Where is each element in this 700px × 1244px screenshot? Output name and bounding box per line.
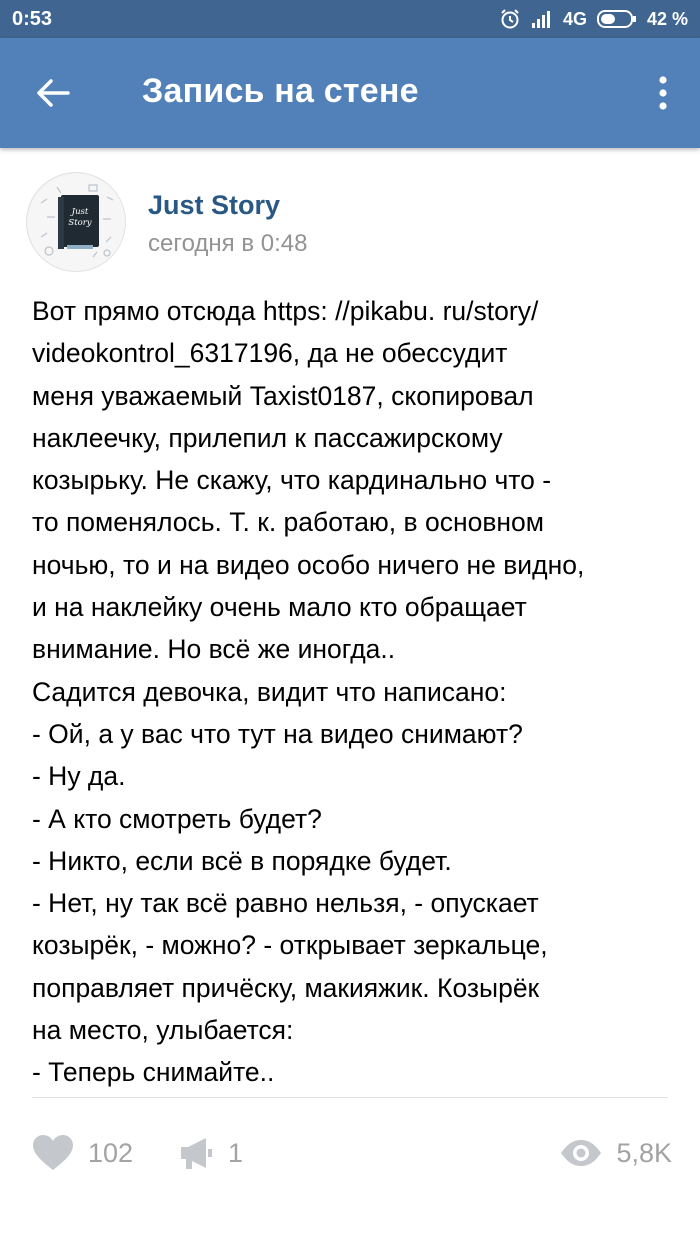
eye-icon: [560, 1139, 602, 1167]
view-count: 5,8K: [616, 1137, 672, 1168]
share-button[interactable]: [178, 1125, 243, 1181]
arrow-left-icon: [35, 78, 71, 108]
back-button[interactable]: [28, 68, 78, 118]
author-name[interactable]: Just Story: [148, 190, 281, 220]
post-text: Вот прямо отсюда https: //pikabu. ru/story/ videokontrol_6317196, да не обессудит меня уважаемый Taxist0187, скопировал наклеечку, прилепил к пассажирскому козырьку. Не скажу, что кардинально что - то поменялось. Т. к. работаю, в основном ночью, то и на видео особо ничего не видно, и на наклейку очень мало кто обращает внимание. Но всё же иногда.. Садится девочка, видит что написано: - Ой, а у вас что тут на видео снимают? - Ну да. - А кто смотреть будет? - Никто, если всё в порядке будет. - Нет, ну так всё равно нельзя, - опускает козырёк, - можно? - открывает зеркальце, поправляет причёску, макияжик. Козырёк на место, улыбается: - Теперь снимайте..: [32, 296, 585, 1088]
svg-text:Story: Story: [68, 218, 92, 228]
book-icon: [27, 173, 126, 272]
network-type: 4G: [562, 8, 587, 29]
battery-percent: 42 %: [646, 8, 688, 29]
more-vertical-icon: [658, 75, 668, 111]
like-count: 102: [88, 1137, 134, 1168]
status-icons: [499, 8, 688, 30]
signal-icon: [531, 10, 553, 28]
share-count: 1: [228, 1137, 244, 1168]
page-title: Запись на стене: [142, 72, 419, 110]
views-counter: [560, 1125, 672, 1181]
app-bar: [0, 38, 700, 148]
post-footer: [32, 1125, 672, 1181]
megaphone-icon: [178, 1135, 214, 1171]
status-bar: [0, 0, 700, 38]
post-header: [26, 172, 666, 272]
divider: [32, 1097, 668, 1098]
like-button[interactable]: [32, 1125, 133, 1181]
battery-icon: [597, 9, 637, 29]
status-time: 0:53: [12, 7, 53, 30]
post-timestamp: сегодня в 0:48: [148, 230, 308, 257]
alarm-icon: [499, 8, 521, 30]
svg-text:Just: Just: [71, 207, 89, 217]
avatar[interactable]: [26, 172, 126, 272]
heart-icon: [32, 1134, 74, 1172]
more-options-button[interactable]: [648, 68, 678, 118]
